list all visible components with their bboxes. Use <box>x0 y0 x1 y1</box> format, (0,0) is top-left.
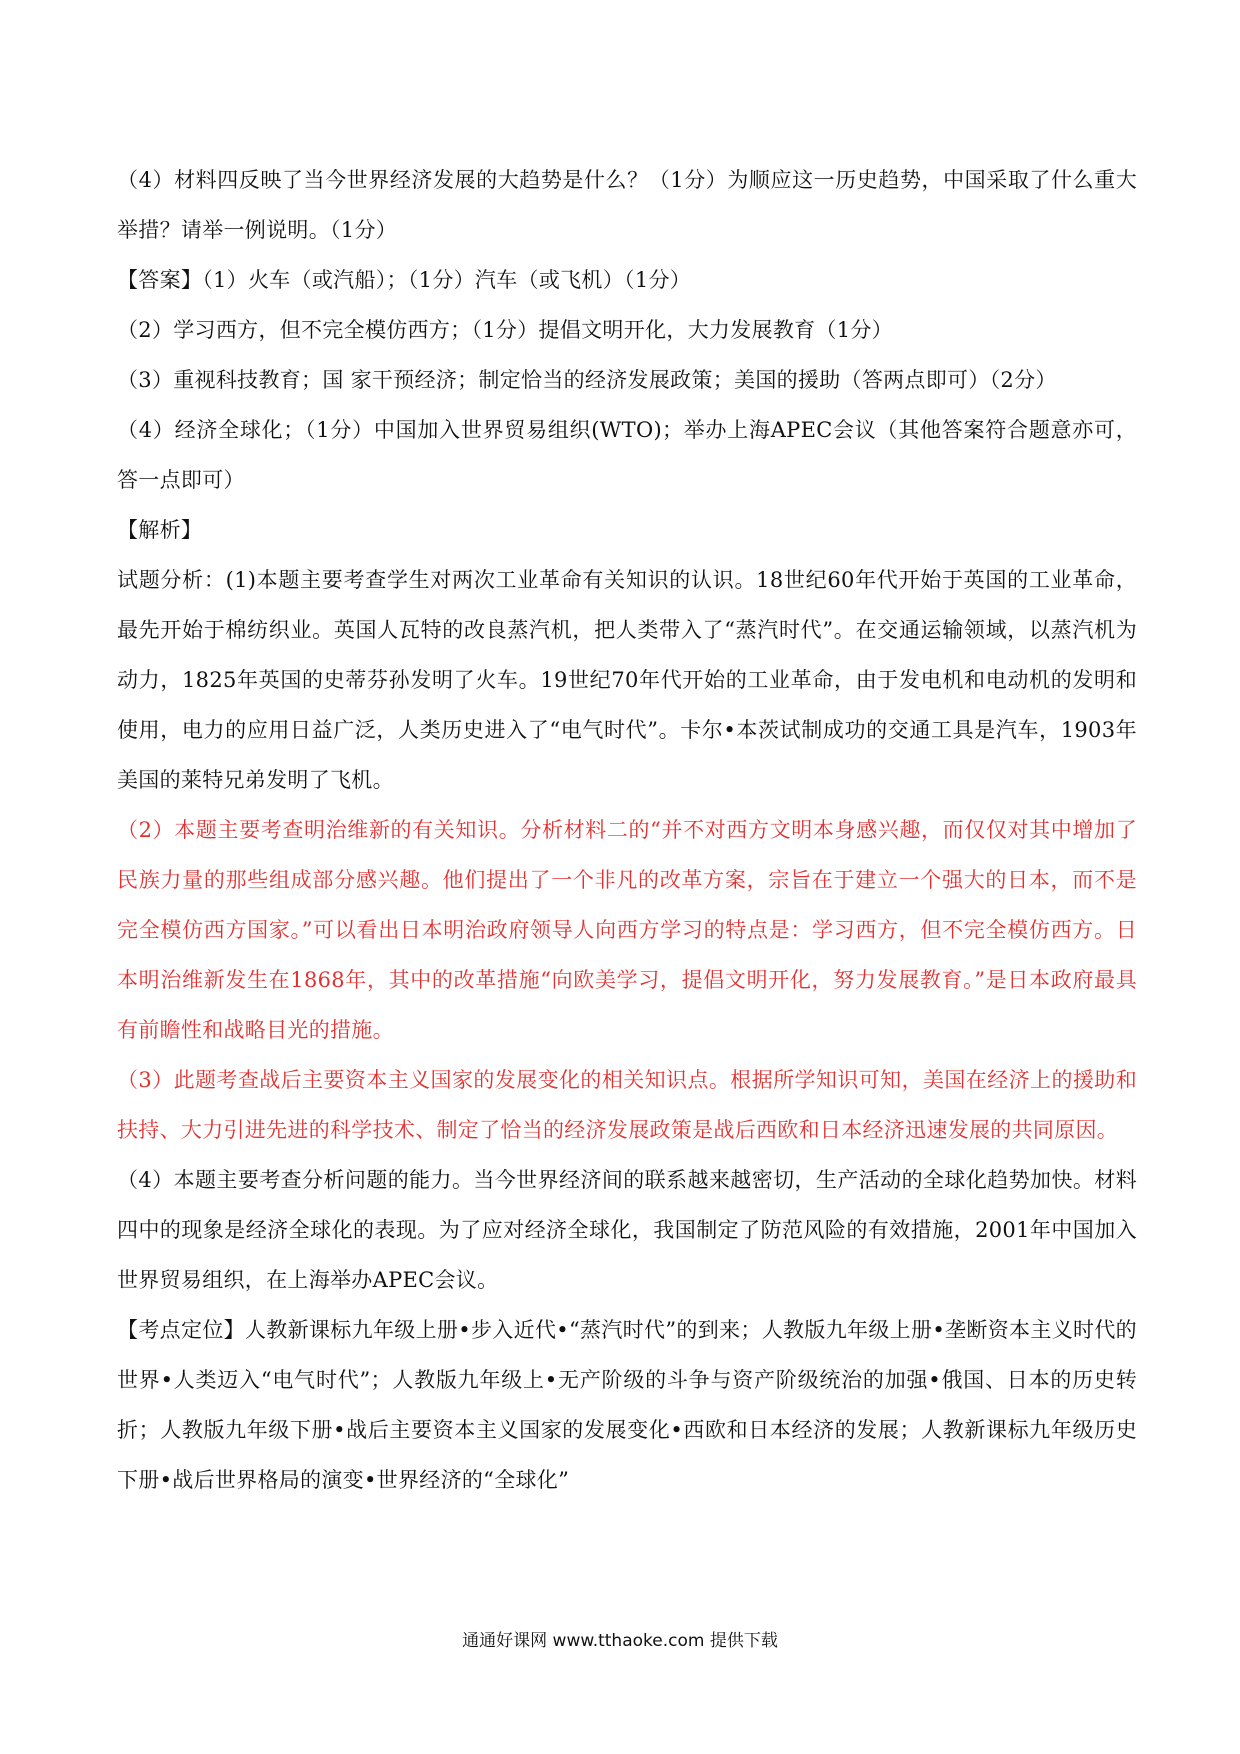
knowledge-point: 【考点定位】人教新课标九年级上册•步入近代•“蒸汽时代”的到来；人教版九年级上册•垄断资本主义时代的世界•人类迈入“电气时代”；人教版九年级上•无产阶级的斗争与资产阶级统治的加强•俄国、日本的历史转折；人教版九年级下册•战后主要资本主义国家的发展变化•西欧和日本经济的发展；人教新课标九年级历史下册•战后世界格局的演变•世界经济的“全球化” <box>117 1318 1137 1492</box>
answer-heading-1: 【答案】（1）火车（或汽船）；（1分）汽车（或飞机）（1分） <box>117 268 692 292</box>
answer-4: （4）经济全球化；（1分）中国加入世界贸易组织(WTO)；举办上海APEC会议（其他答案符合题意亦可，答一点即可） <box>117 418 1137 492</box>
analysis-heading: 【解析】 <box>117 518 203 542</box>
page-footer: 通通好课网 www.tthaoke.com 提供下载 <box>462 1631 778 1651</box>
analysis-1: 试题分析：(1)本题主要考查学生对两次工业革命有关知识的认识。18世纪60年代开始于英国的工业革命，最先开始于棉纺织业。英国人瓦特的改良蒸汽机，把人类带入了“蒸汽时代”。在交通运输领域，以蒸汽机为动力，1825年英国的史蒂芬孙发明了火车。19世纪70年代开始的工业革命，由于发电机和电动机的发明和使用，电力的应用日益广泛，人类历史进入了“电气时代”。卡尔•本茨试制成功的交通工具是汽车，1903年美国的莱特兄弟发明了飞机。 <box>117 568 1137 792</box>
question-4: （4）材料四反映了当今世界经济发展的大趋势是什么？（1分）为顺应这一历史趋势，中国采取了什么重大举措？请举一例说明。（1分） <box>117 168 1137 242</box>
answer-3: （3）重视科技教育；国 家干预经济；制定恰当的经济发展政策；美国的援助（答两点即可）（2分） <box>117 368 1057 392</box>
analysis-4: （4）本题主要考查分析问题的能力。当今世界经济间的联系越来越密切，生产活动的全球化趋势加快。材料四中的现象是经济全球化的表现。为了应对经济全球化，我国制定了防范风险的有效措施，2001年中国加入世界贸易组织，在上海举办APEC会议。 <box>117 1168 1137 1292</box>
answer-2: （2）学习西方，但不完全模仿西方；（1分）提倡文明开化，大力发展教育（1分） <box>117 318 893 342</box>
document-body <box>117 155 1137 1505</box>
analysis-2: （2）本题主要考查明治维新的有关知识。分析材料二的“并不对西方文明本身感兴趣，而仅仅对其中增加了民族力量的那些组成部分感兴趣。他们提出了一个非凡的改革方案，宗旨在于建立一个强大的日本，而不是完全模仿西方国家。”可以看出日本明治政府领导人向西方学习的特点是：学习西方，但不完全模仿西方。日本明治维新发生在1868年，其中的改革措施“向欧美学习，提倡文明开化，努力发展教育。”是日本政府最具有前瞻性和战略目光的措施。 <box>117 818 1137 1042</box>
analysis-3: （3）此题考查战后主要资本主义国家的发展变化的相关知识点。根据所学知识可知，美国在经济上的援助和扶持、大力引进先进的科学技术、制定了恰当的经济发展政策是战后西欧和日本经济迅速发展的共同原因。 <box>117 1068 1137 1142</box>
